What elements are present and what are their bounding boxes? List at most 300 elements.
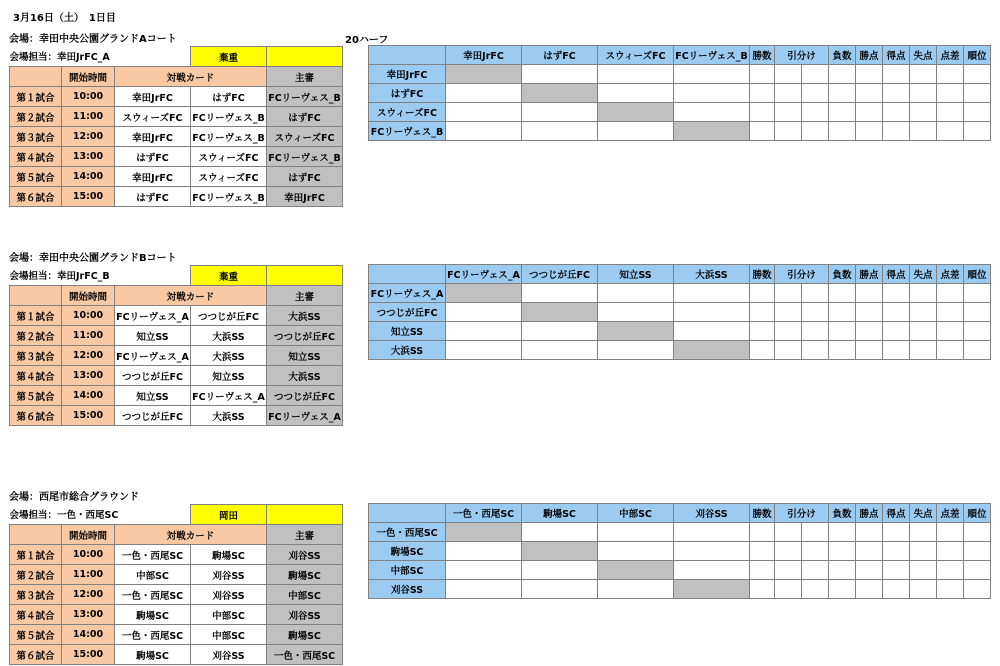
team-column-header: FCリーヴェス_A [446, 265, 522, 284]
match-time: 14:00 [62, 625, 115, 645]
match-time: 15:00 [62, 406, 115, 426]
team-column-header: 中部SC [598, 504, 674, 523]
stat-cell [829, 341, 856, 360]
result-cell [522, 580, 598, 599]
stat-cell [775, 65, 802, 84]
stat-cell [937, 542, 964, 561]
team-column-header: 知立SS [598, 265, 674, 284]
self-match-cell [522, 303, 598, 322]
rank-header: 順位 [964, 265, 991, 284]
goal-diff-header: 点差 [937, 46, 964, 65]
matchup-header: 対戦カード [115, 286, 267, 306]
match-row [10, 187, 343, 207]
stat-cell [775, 122, 802, 141]
stat-cell [750, 303, 775, 322]
stat-cell [964, 523, 991, 542]
goal-diff-header: 点差 [937, 265, 964, 284]
venue-title: 会場：幸田中央公園グランドAコート [9, 34, 177, 45]
result-cell [522, 322, 598, 341]
result-cell [446, 122, 522, 141]
stat-cell [937, 561, 964, 580]
stat-cell [883, 523, 910, 542]
stat-cell [802, 303, 829, 322]
losses-header: 負数 [829, 265, 856, 284]
duty-blank [267, 266, 343, 286]
match-row [10, 585, 343, 605]
team-row-header: 刈谷SS [369, 580, 446, 599]
home-team: 幸田JrFC [115, 87, 191, 107]
schedule-table [9, 46, 343, 207]
match-number: 第２試合 [10, 565, 62, 585]
stat-cell [883, 303, 910, 322]
standings-header [369, 265, 991, 284]
duty-badge: 棄重 [191, 47, 267, 67]
stat-cell [775, 580, 802, 599]
schedule-table [9, 265, 343, 426]
start-time-header: 開始時間 [62, 525, 115, 545]
wins-header: 勝数 [750, 265, 775, 284]
result-cell [446, 561, 522, 580]
match-row [10, 346, 343, 366]
result-cell [446, 84, 522, 103]
stat-cell [750, 65, 775, 84]
referee: 一色・西尾SC [267, 645, 343, 665]
result-cell [674, 65, 750, 84]
stat-cell [856, 542, 883, 561]
result-cell [674, 84, 750, 103]
stat-cell [910, 523, 937, 542]
team-row-header: 駒場SC [369, 542, 446, 561]
team-column-header: スウィーズFC [598, 46, 674, 65]
stat-cell [856, 65, 883, 84]
date-line: 3月16日（土） 1日目 [13, 13, 116, 24]
home-team: 一色・西尾SC [115, 625, 191, 645]
result-cell [522, 341, 598, 360]
stat-cell [910, 303, 937, 322]
match-number: 第４試合 [10, 605, 62, 625]
match-row [10, 306, 343, 326]
standings-row [369, 65, 991, 84]
stat-cell [829, 561, 856, 580]
draws-header: 引分け [775, 504, 829, 523]
stat-cell [802, 84, 829, 103]
standings-row [369, 322, 991, 341]
goal-diff-header: 点差 [937, 504, 964, 523]
standings-table [368, 503, 991, 599]
team-column-header: 大浜SS [674, 265, 750, 284]
away-team: 大浜SS [191, 406, 267, 426]
home-team: はずFC [115, 147, 191, 167]
goals-for-header: 得点 [883, 46, 910, 65]
match-time: 14:00 [62, 386, 115, 406]
standings-table [368, 45, 991, 141]
stat-cell [750, 341, 775, 360]
home-team: FCリーヴェス_A [115, 306, 191, 326]
stat-cell [856, 122, 883, 141]
stat-cell [883, 103, 910, 122]
match-number: 第６試合 [10, 406, 62, 426]
result-cell [522, 103, 598, 122]
away-team: 刈谷SS [191, 565, 267, 585]
match-time: 15:00 [62, 187, 115, 207]
result-cell [598, 65, 674, 84]
team-row-header: 一色・西尾SC [369, 523, 446, 542]
stat-cell [964, 322, 991, 341]
away-team: FCリーヴェス_B [191, 127, 267, 147]
team-row-header: FCリーヴェス_B [369, 122, 446, 141]
home-team: 一色・西尾SC [115, 585, 191, 605]
stat-cell [937, 580, 964, 599]
stat-cell [910, 542, 937, 561]
result-cell [674, 303, 750, 322]
schedule-header [10, 67, 343, 87]
stat-cell [802, 65, 829, 84]
result-cell [674, 561, 750, 580]
match-row [10, 366, 343, 386]
venue-title: 会場：幸田中央公園グランドBコート [9, 253, 177, 264]
stat-cell [964, 103, 991, 122]
standings-header [369, 46, 991, 65]
result-cell [674, 103, 750, 122]
stat-cell [937, 103, 964, 122]
result-cell [522, 65, 598, 84]
team-column-header: 刈谷SS [674, 504, 750, 523]
away-team: スウィーズFC [191, 167, 267, 187]
match-time: 11:00 [62, 326, 115, 346]
stat-cell [829, 303, 856, 322]
result-cell [446, 322, 522, 341]
match-row [10, 545, 343, 565]
stat-cell [937, 65, 964, 84]
stat-cell [775, 341, 802, 360]
match-no-header [10, 525, 62, 545]
schedule-header [10, 525, 343, 545]
result-cell [598, 542, 674, 561]
losses-header: 負数 [829, 504, 856, 523]
venue-manager: 会場担当：幸田JrFC_B [9, 271, 110, 283]
match-time: 13:00 [62, 147, 115, 167]
away-team: 知立SS [191, 366, 267, 386]
match-row [10, 386, 343, 406]
referee: 駒場SC [267, 565, 343, 585]
stat-cell [775, 561, 802, 580]
referee-header: 主審 [267, 286, 343, 306]
referee: はずFC [267, 107, 343, 127]
home-team: スウィーズFC [115, 107, 191, 127]
match-number: 第２試合 [10, 107, 62, 127]
match-time: 11:00 [62, 107, 115, 127]
manager-row [10, 47, 343, 67]
match-number: 第４試合 [10, 366, 62, 386]
match-time: 11:00 [62, 565, 115, 585]
away-team: 刈谷SS [191, 585, 267, 605]
match-time: 13:00 [62, 366, 115, 386]
stat-cell [750, 542, 775, 561]
result-cell [446, 580, 522, 599]
stat-cell [856, 284, 883, 303]
stat-cell [883, 122, 910, 141]
standings-row [369, 122, 991, 141]
stat-cell [910, 322, 937, 341]
standings-row [369, 303, 991, 322]
team-row-header: はずFC [369, 84, 446, 103]
stat-cell [750, 580, 775, 599]
referee: つつじが丘FC [267, 326, 343, 346]
match-time: 10:00 [62, 306, 115, 326]
stat-cell [883, 580, 910, 599]
self-match-cell [446, 284, 522, 303]
team-row-header: スウィーズFC [369, 103, 446, 122]
matchup-header: 対戦カード [115, 525, 267, 545]
home-team: はずFC [115, 187, 191, 207]
match-row [10, 625, 343, 645]
result-cell [598, 580, 674, 599]
self-match-cell [522, 542, 598, 561]
stat-cell [856, 322, 883, 341]
stat-cell [937, 284, 964, 303]
stat-cell [802, 341, 829, 360]
standings-row [369, 84, 991, 103]
stat-cell [750, 103, 775, 122]
match-number: 第３試合 [10, 585, 62, 605]
stat-cell [802, 542, 829, 561]
referee-header: 主審 [267, 525, 343, 545]
result-cell [446, 303, 522, 322]
result-cell [598, 284, 674, 303]
start-time-header: 開始時間 [62, 67, 115, 87]
result-cell [598, 122, 674, 141]
match-number: 第３試合 [10, 127, 62, 147]
match-row [10, 107, 343, 127]
venue-manager: 会場担当：幸田JrFC_A [9, 52, 110, 64]
stat-cell [802, 523, 829, 542]
referee: 刈谷SS [267, 545, 343, 565]
match-time: 12:00 [62, 346, 115, 366]
result-cell [446, 542, 522, 561]
stat-cell [750, 84, 775, 103]
stat-cell [856, 341, 883, 360]
stat-cell [856, 580, 883, 599]
stat-cell [829, 65, 856, 84]
referee: 知立SS [267, 346, 343, 366]
draws-header: 引分け [775, 265, 829, 284]
corner-cell [369, 504, 446, 523]
result-cell [674, 322, 750, 341]
stat-cell [910, 65, 937, 84]
result-cell [446, 341, 522, 360]
stat-cell [802, 561, 829, 580]
standings-row [369, 561, 991, 580]
result-cell [598, 341, 674, 360]
match-time: 12:00 [62, 585, 115, 605]
referee: 大浜SS [267, 306, 343, 326]
stat-cell [964, 303, 991, 322]
self-match-cell [674, 580, 750, 599]
goals-for-header: 得点 [883, 265, 910, 284]
match-number: 第１試合 [10, 545, 62, 565]
stat-cell [775, 84, 802, 103]
home-team: 駒場SC [115, 645, 191, 665]
stat-cell [750, 322, 775, 341]
away-team: 刈谷SS [191, 645, 267, 665]
stat-cell [964, 542, 991, 561]
stat-cell [750, 122, 775, 141]
standings-table [368, 264, 991, 360]
stat-cell [964, 284, 991, 303]
team-row-header: FCリーヴェス_A [369, 284, 446, 303]
stat-cell [883, 65, 910, 84]
stat-cell [937, 122, 964, 141]
stat-cell [802, 122, 829, 141]
stat-cell [829, 523, 856, 542]
stat-cell [802, 103, 829, 122]
goals-against-header: 失点 [910, 46, 937, 65]
away-team: 駒場SC [191, 545, 267, 565]
stat-cell [910, 122, 937, 141]
venue-title: 会場：西尾市総合グラウンド [9, 492, 139, 503]
wins-header: 勝数 [750, 46, 775, 65]
referee: 大浜SS [267, 366, 343, 386]
stat-cell [937, 523, 964, 542]
self-match-cell [522, 84, 598, 103]
stat-cell [775, 322, 802, 341]
home-team: 知立SS [115, 326, 191, 346]
home-team: 幸田JrFC [115, 127, 191, 147]
away-team: FCリーヴェス_A [191, 386, 267, 406]
stat-cell [802, 322, 829, 341]
home-team: FCリーヴェス_A [115, 346, 191, 366]
stat-cell [856, 84, 883, 103]
team-row-header: 幸田JrFC [369, 65, 446, 84]
stat-cell [937, 303, 964, 322]
referee: つつじが丘FC [267, 386, 343, 406]
referee: FCリーヴェス_B [267, 147, 343, 167]
duty-blank [267, 505, 343, 525]
team-row-header: 大浜SS [369, 341, 446, 360]
half-note: 20ハーフ [345, 35, 389, 46]
duty-badge: 棄重 [191, 266, 267, 286]
match-time: 14:00 [62, 167, 115, 187]
home-team: 駒場SC [115, 605, 191, 625]
match-no-header [10, 67, 62, 87]
home-team: 知立SS [115, 386, 191, 406]
stat-cell [775, 523, 802, 542]
team-row-header: 知立SS [369, 322, 446, 341]
result-cell [674, 523, 750, 542]
stat-cell [883, 322, 910, 341]
stat-cell [829, 580, 856, 599]
match-number: 第６試合 [10, 187, 62, 207]
stat-cell [775, 284, 802, 303]
stat-cell [964, 122, 991, 141]
referee: 刈谷SS [267, 605, 343, 625]
match-row [10, 127, 343, 147]
stat-cell [829, 84, 856, 103]
schedule-header [10, 286, 343, 306]
stat-cell [964, 580, 991, 599]
draws-header: 引分け [775, 46, 829, 65]
stat-cell [829, 103, 856, 122]
match-no-header [10, 286, 62, 306]
self-match-cell [674, 122, 750, 141]
stat-cell [829, 122, 856, 141]
stat-cell [910, 103, 937, 122]
result-cell [446, 103, 522, 122]
stat-cell [856, 303, 883, 322]
standings-row [369, 580, 991, 599]
self-match-cell [674, 341, 750, 360]
stat-cell [937, 322, 964, 341]
stat-cell [856, 103, 883, 122]
stat-cell [775, 303, 802, 322]
rank-header: 順位 [964, 46, 991, 65]
standings-header [369, 504, 991, 523]
stat-cell [750, 561, 775, 580]
stat-cell [829, 284, 856, 303]
self-match-cell [598, 322, 674, 341]
away-team: 大浜SS [191, 326, 267, 346]
points-header: 勝点 [856, 504, 883, 523]
match-time: 10:00 [62, 545, 115, 565]
team-column-header: 駒場SC [522, 504, 598, 523]
result-cell [522, 523, 598, 542]
stat-cell [829, 542, 856, 561]
self-match-cell [598, 561, 674, 580]
result-cell [674, 542, 750, 561]
matchup-header: 対戦カード [115, 67, 267, 87]
stat-cell [910, 284, 937, 303]
match-number: 第４試合 [10, 147, 62, 167]
match-number: 第６試合 [10, 645, 62, 665]
manager-row [10, 505, 343, 525]
away-team: スウィーズFC [191, 147, 267, 167]
team-column-header: 幸田JrFC [446, 46, 522, 65]
referee: 駒場SC [267, 625, 343, 645]
result-cell [598, 84, 674, 103]
stat-cell [937, 84, 964, 103]
stat-cell [883, 561, 910, 580]
stat-cell [856, 523, 883, 542]
away-team: つつじが丘FC [191, 306, 267, 326]
match-number: 第１試合 [10, 87, 62, 107]
referee: 中部SC [267, 585, 343, 605]
stat-cell [964, 561, 991, 580]
stat-cell [964, 341, 991, 360]
start-time-header: 開始時間 [62, 286, 115, 306]
referee-header: 主審 [267, 67, 343, 87]
stat-cell [883, 284, 910, 303]
stat-cell [937, 341, 964, 360]
match-number: 第５試合 [10, 167, 62, 187]
goals-for-header: 得点 [883, 504, 910, 523]
home-team: つつじが丘FC [115, 366, 191, 386]
points-header: 勝点 [856, 265, 883, 284]
team-row-header: 中部SC [369, 561, 446, 580]
team-column-header: つつじが丘FC [522, 265, 598, 284]
referee: スウィーズFC [267, 127, 343, 147]
stat-cell [802, 580, 829, 599]
result-cell [674, 284, 750, 303]
match-row [10, 167, 343, 187]
match-number: 第３試合 [10, 346, 62, 366]
home-team: つつじが丘FC [115, 406, 191, 426]
team-column-header: FCリーヴェス_B [674, 46, 750, 65]
standings-row [369, 523, 991, 542]
stat-cell [829, 322, 856, 341]
away-team: はずFC [191, 87, 267, 107]
standings-row [369, 103, 991, 122]
result-cell [598, 523, 674, 542]
